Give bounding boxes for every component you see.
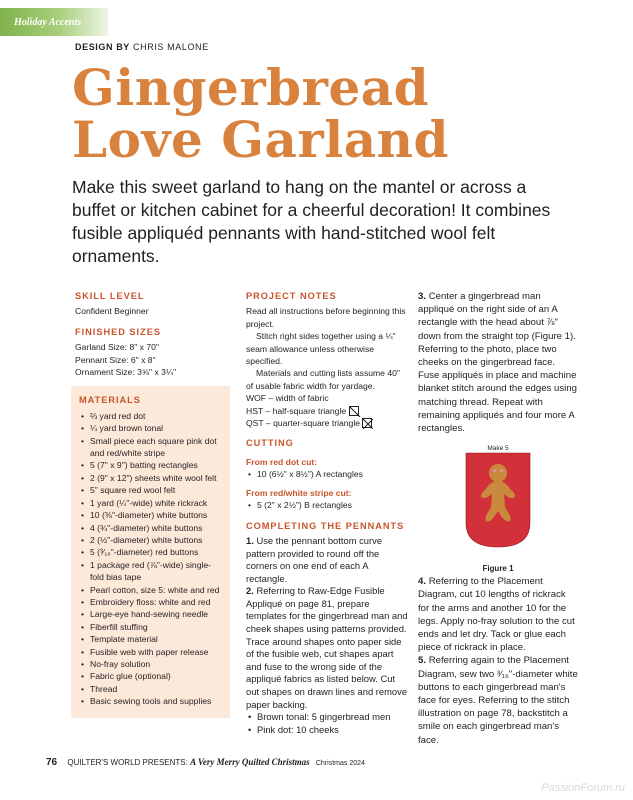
title-line-2: Love Garland [72, 110, 449, 169]
list-item: • 10 (⅜"-diameter) white buttons [79, 509, 224, 521]
column-3 [418, 290, 578, 747]
list-item: • Embroidery floss: white and red [79, 596, 224, 608]
step-1-number: 1. [246, 534, 254, 546]
byline-label: DESIGN BY [75, 42, 130, 52]
section-tab [0, 8, 108, 36]
step-2-number: 2. [246, 585, 254, 597]
page-number: 76 [46, 757, 58, 768]
byline [75, 42, 209, 52]
footer-publisher: QUILTER'S WORLD PRESENTS: [67, 758, 188, 767]
cutting-group2-title: From red/white stripe cut: [246, 487, 352, 498]
skill-value: Confident Beginner [75, 306, 149, 317]
list-item: • Fiberfill stuffing [79, 621, 224, 633]
materials-heading: MATERIALS [79, 395, 141, 406]
step-2 [246, 585, 408, 711]
project-notes-p1: Read all instructions before beginning this project. [246, 306, 406, 329]
step-5-number: 5. [418, 655, 427, 667]
project-notes-p2: Stitch right sides together using a ¼" seam allowance unless otherwise specified. [246, 331, 396, 367]
size-ornament: Ornament Size: 3⅝" x 3¼" [75, 367, 177, 378]
section-tab-label: Holiday Accents [14, 17, 82, 28]
list-item: • Thread [79, 683, 224, 695]
materials-list [79, 410, 224, 708]
list-item: • ¼ yard brown tonal [79, 422, 224, 434]
list-item: • 2 (9" x 12") sheets white wool felt [79, 472, 224, 484]
pennant-illustration [418, 451, 578, 566]
list-item: • ⅔ yard red dot [79, 410, 224, 422]
step-4 [418, 575, 578, 654]
step-4-text: Referring to the Placement Diagram, cut 10 lengths of rickrack for the arms and another 10 for the legs. Apply no-fray solution to the cut ends and let dry. Tack or glue each piece of rickrack in place. [418, 576, 575, 654]
step-1-text: Use the pennant bottom curve pattern provided to round off the corners on one end of each A rectangle. [246, 534, 383, 584]
list-item: • Fusible web with paper release [79, 646, 224, 658]
intro-text: Make this sweet garland to hang on the mantel or across a buffet or kitchen cabinet for a cheerful decoration! It combines fusible appliquéd pennants with hand-stitched wool felt ornaments. [72, 177, 551, 266]
byline-name: CHRIS MALONE [133, 42, 209, 52]
completing-heading: COMPLETING THE PENNANTS [246, 520, 405, 531]
list-item: • Large-eye hand-sewing needle [79, 608, 224, 620]
title-line-1: Gingerbread [72, 58, 430, 117]
sizes-heading: FINISHED SIZES [75, 326, 161, 337]
list-item: • Pink dot: 10 cheeks [246, 724, 408, 737]
wof-definition: WOF – width of fabric [246, 393, 329, 404]
project-notes-p3: Materials and cutting lists assume 40" of usable fabric width for yardage. [246, 368, 400, 391]
list-item: • Template material [79, 633, 224, 645]
step-1 [246, 535, 408, 585]
step-3-number: 3. [418, 291, 427, 302]
list-item: • Basic sewing tools and supplies [79, 695, 224, 707]
cutting-group1-title: From red dot cut: [246, 456, 318, 467]
cutting-heading: CUTTING [246, 438, 294, 449]
step-5-text: Referring again to the Placement Diagram, sew two ³⁄₁₆"-diameter white buttons to each gingerbread man's face for eyes. Referring to the stitch illustration on page 78, backstitch a smile on each gingerbread man's face. [418, 655, 578, 746]
footer-issue: A Very Merry Quilted Christmas [190, 757, 310, 767]
column-2 [246, 290, 408, 736]
list-item: • 5" square red wool felt [79, 484, 224, 496]
figure-1 [418, 441, 578, 574]
step-5 [418, 654, 578, 746]
list-item: • 1 yard (¼"-wide) white rickrack [79, 497, 224, 509]
footer-year: Christmas 2024 [315, 760, 365, 767]
list-item: • 4 (¾"-diameter) white buttons [79, 522, 224, 534]
list-item: • Brown tonal: 5 gingerbread men [246, 711, 408, 724]
list-item: • Fabric glue (optional) [79, 670, 224, 682]
list-item: • 5 (2" x 2½") B rectangles [246, 499, 408, 511]
list-item: • 10 (6½" x 8½") A rectangles [246, 468, 408, 480]
hst-text: HST – half-square triangle [246, 405, 347, 416]
page-title [72, 58, 449, 169]
column-1 [75, 290, 230, 718]
qst-definition [246, 417, 408, 429]
step-3-text: Center a gingerbread man appliqué on the right side of an A rectangle with the head about ⅞" down from the straight top (Figure 1). Referring to the photo, place two cheeks on the gingerbread face. Fuse appliqués in place and machine blanket stitch around the edges using matching thread. Repeat with remaining appliqués and four more A rectangles. [418, 291, 577, 435]
list-item: • 2 (½"-diameter) white buttons [79, 534, 224, 546]
qst-icon [362, 418, 372, 428]
hst-definition [246, 405, 408, 417]
list-item: • Small piece each square pink dot and red/white stripe [79, 435, 224, 460]
watermark: PassionForum.ru [541, 782, 625, 794]
list-item: • 1 package red (⅞"-wide) single-fold bias tape [79, 559, 224, 584]
step-3 [418, 290, 578, 435]
skill-heading: SKILL LEVEL [75, 291, 145, 301]
figure-caption: Figure 1 [482, 564, 514, 574]
list-item: • 5 (7" x 9") batting rectangles [79, 459, 224, 471]
project-notes-heading: PROJECT NOTES [246, 291, 337, 301]
list-item: • No-fray solution [79, 658, 224, 670]
figure-make-label: Make 5 [487, 445, 509, 453]
materials-box [71, 386, 230, 717]
page-footer [46, 757, 365, 768]
list-item: • Pearl cotton, size 5: white and red [79, 584, 224, 596]
step-2-text: Referring to Raw-Edge Fusible Appliqué on page 81, prepare templates for the gingerbread man and cheek shapes using patterns provided. Trace around shapes onto paper side of the fusible web, cut shapes apart and fuse to the wrong side of the appliqué fabrics as listed below. Cut out shapes on drawn lines and remove paper backing. [246, 585, 408, 710]
list-item: • 5 (³⁄₁₆"-diameter) red buttons [79, 546, 224, 558]
size-garland: Garland Size: 8" x 70" [75, 342, 159, 353]
step-4-number: 4. [418, 576, 427, 588]
qst-text: QST – quarter-square triangle [246, 418, 361, 429]
hst-icon [349, 406, 359, 416]
size-pennant: Pennant Size: 6" x 8" [75, 354, 156, 365]
